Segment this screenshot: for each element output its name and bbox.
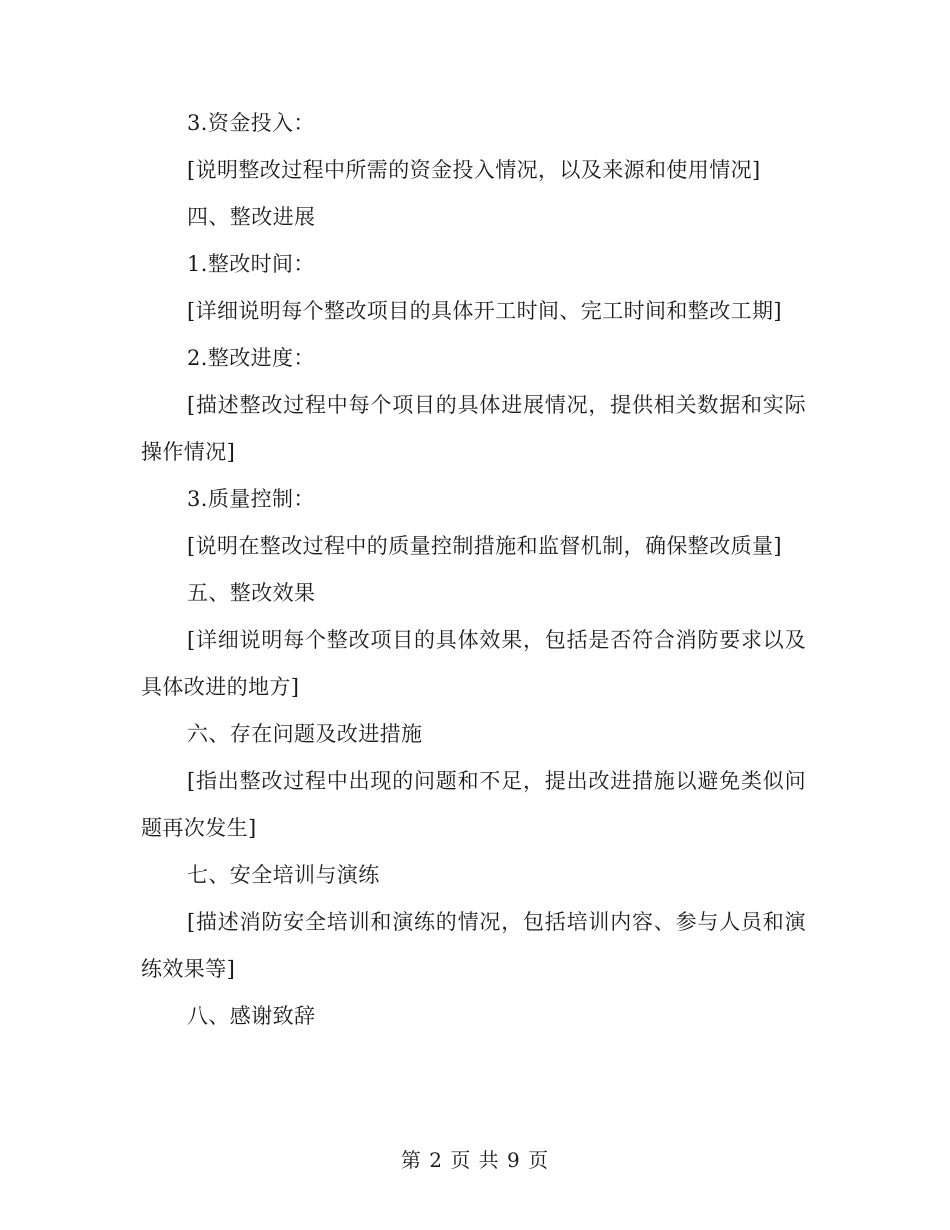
paragraph-training-desc: [描述消防安全培训和演练的情况，包括培训内容、参与人员和演练效果等] (141, 910, 806, 981)
section-heading-training: 七、安全培训与演练 (187, 863, 380, 887)
paragraph-progress-desc: [描述整改过程中每个项目的具体进展情况，提供相关数据和实际操作情况] (141, 393, 806, 464)
paragraph-funding-desc: [说明整改过程中所需的资金投入情况，以及来源和使用情况] (187, 158, 761, 182)
section-heading-thanks: 八、感谢致辞 (187, 1004, 316, 1028)
section-heading-problems: 六、存在问题及改进措施 (187, 722, 423, 746)
paragraph-time-desc: [详细说明每个整改项目的具体开工时间、完工时间和整改工期] (187, 299, 782, 323)
section-heading-progress: 四、整改进展 (187, 205, 316, 229)
section-heading-effect: 五、整改效果 (187, 581, 316, 605)
paragraph-progress-heading: 2.整改进度： (187, 346, 315, 370)
paragraph-quality-desc: [说明在整改过程中的质量控制措施和监督机制，确保整改质量] (187, 534, 782, 558)
paragraph-quality-heading: 3.质量控制： (187, 487, 315, 511)
paragraph-problems-desc: [指出整改过程中出现的问题和不足，提出改进措施以避免类似问题再次发生] (141, 769, 806, 840)
paragraph-funding-heading: 3.资金投入： (187, 111, 315, 135)
document-body (141, 100, 806, 1040)
paragraph-effect-desc: [详细说明每个整改项目的具体效果，包括是否符合消防要求以及具体改进的地方] (141, 628, 806, 699)
page-number-footer: 第 2 页 共 9 页 (400, 1148, 550, 1172)
paragraph-time-heading: 1.整改时间： (187, 252, 315, 276)
